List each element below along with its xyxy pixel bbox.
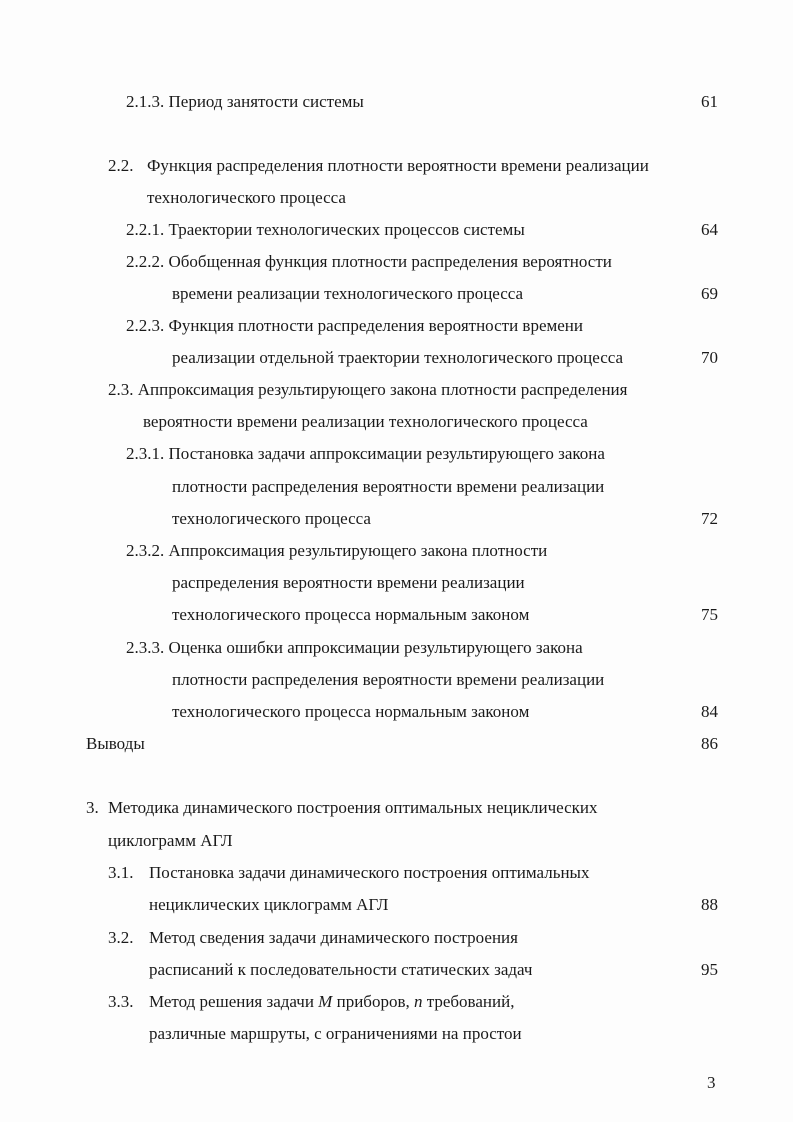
toc-entry-2-3-2-line2: распределения вероятности времени реализации [172, 573, 525, 592]
toc-entry-2-3-1-line2: плотности распределения вероятности времени реализации [172, 477, 605, 496]
toc-entry-2-2-3-line1: 2.2.3. Функция плотности распределения вероятности времени [126, 316, 583, 335]
toc-entry-2-2-2-line2: времени реализации технологического процесса [172, 284, 524, 303]
toc-page-2-2-1: 64 [701, 220, 718, 239]
toc-entry-conclusions: Выводы [86, 734, 145, 753]
toc-entry-3-1-line1: Постановка задачи динамического построения оптимальных [149, 863, 590, 882]
toc-entry-2-2-1: 2.2.1. Траектории технологических процессов системы [126, 220, 525, 239]
toc-entry-2-3-3-line3: технологического процесса нормальным законом [172, 702, 530, 721]
toc-entry-2-2-2-line1: 2.2.2. Обобщенная функция плотности распределения вероятности [126, 252, 612, 271]
toc-entry-2-3-line1: 2.3. Аппроксимация результирующего закона плотности распределения [108, 380, 628, 399]
toc-entry-3-3-line1: Метод решения задачи M приборов, n требований, [149, 992, 515, 1011]
toc-entry-3-1-line2: нециклических циклограмм АГЛ [149, 895, 389, 914]
toc-page-2-2-2: 69 [701, 284, 718, 303]
toc-entry-2-2-line1: Функция распределения плотности вероятности времени реализации [147, 156, 649, 175]
toc-entry-2-2-line2: технологического процесса [147, 188, 346, 207]
toc-page-conclusions: 86 [701, 734, 718, 753]
toc-entry-2-3-line2: вероятности времени реализации технологического процесса [143, 412, 588, 431]
toc-entry-3-3-line2: различные маршруты, с ограничениями на простои [149, 1024, 522, 1043]
toc-entry-3-line1: Методика динамического построения оптимальных нециклических [108, 798, 598, 817]
toc-page-2-3-1: 72 [701, 509, 718, 528]
page-number: 3 [707, 1073, 716, 1092]
toc-num-3-2: 3.2. [108, 928, 134, 947]
toc-num-3-1: 3.1. [108, 863, 134, 882]
toc-page-2-2-3: 70 [701, 348, 718, 367]
toc-page-2-1-3: 61 [701, 92, 718, 111]
toc-num-2-2: 2.2. [108, 156, 134, 175]
toc-page-3-2: 95 [701, 960, 718, 979]
toc-entry-2-3-1-line1: 2.3.1. Постановка задачи аппроксимации результирующего закона [126, 444, 605, 463]
toc-page-2-3-3: 84 [701, 702, 718, 721]
toc-entry-2-3-3-line2: плотности распределения вероятности времени реализации [172, 670, 605, 689]
toc-entry-2-3-2-line3: технологического процесса нормальным законом [172, 605, 530, 624]
toc-page-2-3-2: 75 [701, 605, 718, 624]
toc-page-3-1: 88 [701, 895, 718, 914]
toc-entry-2-2-3-line2: реализации отдельной траектории технологического процесса [172, 348, 624, 367]
toc-num-3: 3. [86, 798, 99, 817]
toc-entry-2-1-3: 2.1.3. Период занятости системы [126, 92, 364, 111]
toc-entry-2-3-2-line1: 2.3.2. Аппроксимация результирующего закона плотности [126, 541, 548, 560]
var-n: n [413, 992, 423, 1011]
toc-entry-2-3-3-line1: 2.3.3. Оценка ошибки аппроксимации результирующего закона [126, 638, 583, 657]
toc-entry-3-line2: циклограмм АГЛ [108, 831, 233, 850]
toc-num-3-3: 3.3. [108, 992, 134, 1011]
var-m: M [318, 992, 333, 1011]
toc-entry-3-2-line2: расписаний к последовательности статических задач [149, 960, 533, 979]
toc-entry-2-3-1-line3: технологического процесса [172, 509, 371, 528]
toc-entry-3-2-line1: Метод сведения задачи динамического построения [149, 928, 518, 947]
